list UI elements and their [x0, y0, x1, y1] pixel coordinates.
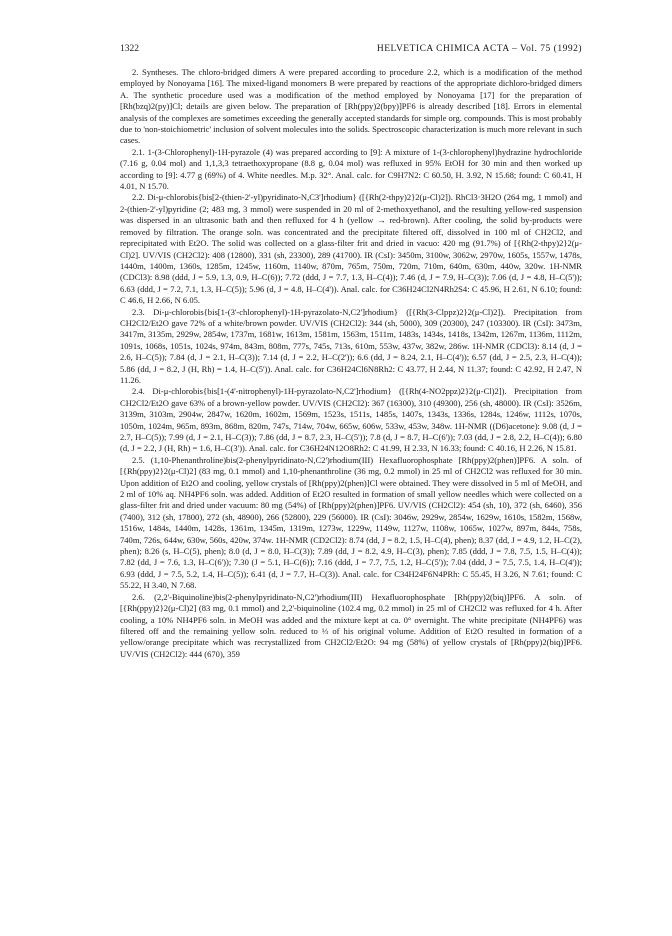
page-number: 1322	[120, 44, 139, 54]
paragraph-2-3: 2.3. Di-μ-chlorobis{bis[1-(3'-chlorophenyl)-1H-pyrazolato-N,C2']rhodium} ([{Rh(3-Clppz)2}2(μ-Cl)2]). Precipitation from CH2Cl2/Et2O gave 72% of a white/brown powder. UV/VIS (CH2Cl2): 344 (sh, 5000), 309 (20300), 247 (103300). IR (CsI): 3473m, 3417m, 3135m, 2929w, 2854w, 1737m, 1681w, 1613m, 1581m, 1563m, 1511m, 1483s, 1434s, 1418s, 1342m, 1267m, 1136m, 1112m, 1091s, 1068s, 1051s, 1024s, 974m, 843m, 808m, 777s, 745s, 713s, 610m, 553w, 437w, 382w, 286w. 1H-NMR (CDCl3): 8.14 (d, J = 2.6, H–C(5)); 7.84 (d, J = 2.1, H–C(3)); 7.14 (d, J = 2.2, H–C(2')); 6.6 (dd, J = 8.24, 2.1, H–C(4')); 6.57 (dd, J = 2.5, 2.3, H–C(4)); 5.86 (dd, J = 8.2, J (H, Rh) = 1.4, H–C(5')). Anal. calc. for C36H24Cl6N8Rh2: C 43.77, H 2.44, N 11.37; found: C 42.92, H 2.47, N 11.26.	[120, 306, 582, 385]
body-text	[120, 67, 582, 660]
paragraph-2-1: 2.1. 1-(3-Chlorophenyl)-1H-pyrazole (4) was prepared according to [9]: A mixture of 1-(3-chlorophenyl)hydrazine hydrochloride (7.16 g, 0.04 mol) and 1,1,3,3 tetraethoxypropane (8.8 g, 0.04 mol) was refluxed in 95% EtOH for 30 min and then worked up according to [9]: 4.77 g (69%) of 4. White needles. M.p. 32°. Anal. calc. for C9H7N2: C 60.50, H. 3.92, N 15.68; found: C 60.41, H 4.01, N 15.70.	[120, 146, 582, 192]
paragraph-syntheses: 2. Syntheses. The chloro-bridged dimers A were prepared according to procedure 2.2, which is a modification of the method employed by Nonoyama [16]. The mixed-ligand monomers B were prepared by reactions of the appropriate dichloro-bridged dimers A. The synthetic procedure used was a modification of the method employed by Nonoyama [17] for the preparation of [Rh(bzq)2(py)]Cl; details are given below. The preparation of [Rh(ppy)2(bpy)]PF6 is already described [18]. Errors in elemental analysis of the complexes are sometimes exceeding the generally accepted standards for simple org. compounds. This is most probably due to 'non-stoichiometric' inclusion of solvent molecules into the solids. Spectroscopic characterization is much more relevant in such cases.	[120, 67, 582, 146]
running-header	[120, 43, 582, 55]
journal-title: HELVETICA CHIMICA ACTA – Vol. 75 (1992)	[376, 44, 582, 54]
paragraph-2-4: 2.4. Di-μ-chlorobis{bis[1-(4'-nitrophenyl)-1H-pyrazolato-N,C2']rhodium} ([{Rh(4-NO2ppz)2}2(μ-Cl)2]). Precipitation from CH2Cl2/Et2O gave 63% of a brown-yellow powder. UV/VIS (CH2Cl2): 367 (16300), 310 (49300), 256 (sh, 48000). IR (CsI): 3526m, 3139m, 3103m, 2904w, 2847w, 1620m, 1602m, 1569m, 1523s, 1511s, 1485s, 1407s, 1343s, 1336s, 1284s, 1246w, 1112s, 1070s, 1050m, 1024m, 965m, 893m, 868m, 820m, 747s, 714w, 704w, 665w, 606w, 533w, 453w, 348w. 1H-NMR ((D6)acetone): 9.08 (d, J = 2.7, H–C(5)); 7.99 (d, J = 2.1, H–C(3)); 7.86 (dd, J = 8.7, 2.3, H–C(5')); 7.8 (d, J = 8.7, H–C(6')); 7.03 (dd, J = 2.8, 2.2, H–C(4)); 6.80 (d, J = 2.2, J (H, Rh) = 1.6, H–C(3')). Anal. calc. for C36H24N12O8Rh2: C 41.99, H 2.33, N 16.33; found: C 40.16, H 2.26, N 15.81.	[120, 386, 582, 454]
paragraph-2-5: 2.5. (1,10-Phenanthroline)bis(2-phenylpyridinato-N,C2')rhodium(III) Hexafluorophosphate [Rh(ppy)2(phen)]PF6. A soln. of [{Rh(ppy)2}2(μ-Cl)2] (83 mg, 0.1 mmol) and 1,10-phenanthroline (36 mg, 0.2 mmol) in 25 ml of CH2Cl2 was refluxed for 30 min. Upon addition of Et2O and cooling, yellow crystals of [Rh(ppy)2(phen)]Cl were obtained. They were dissolved in 5 ml of MeOH, and 2 ml of 10% aq. NH4PF6 soln. was added. Addition of Et2O resulted in formation of small yellow needles which were collected on a glass-filter frit and dried under vacuum: 80 mg (54%) of [Rh(ppy)2(phen)]PF6. UV/VIS (CH2Cl2): 454 (sh, 10), 372 (sh, 6460), 356 (7400), 312 (sh, 17800), 272 (sh, 48900), 266 (52800), 229 (56000). IR (CsI): 3046w, 2929w, 2854w, 1629w, 1610s, 1582m, 1568w, 1516w, 1484s, 1440m, 1428s, 1361m, 1345m, 1319m, 1273w, 1229w, 1149w, 1127w, 1108w, 1065w, 1027w, 897m, 844s, 758s, 740m, 726s, 644w, 630w, 560s, 420w, 374w. 1H-NMR (CD2Cl2): 8.74 (dd, J = 8.2, 1.5, H–C(4), phen); 8.37 (dd, J = 4.9, 1.2, H–C(2), phen); 8.26 (s, H–C(5), phen); 8.0 (d, J = 8.0, H–C(3)); 7.89 (dd, J = 8.2, 4.9, H–C(3), phen); 7.85 (ddd, J = 7.8, 7.5, 1.5, H–C(4)); 7.82 (dd, J = 7.6, 1.3, H–C(6')); 7.30 (J = 5.1, H–C(6)); 7.16 (ddd, J = 7.7, 7.5, 1.2, H–C(5')); 7.04 (ddd, J = 7.5, 7.5, 1.4, H–C(4')); 6.93 (ddd, J = 7.5, 5.2, 1.4, H–C(5)); 6.41 (d, J = 7.7, H–C(3)). Anal. calc. for C34H24F6N4PRh: C 55.45, H 3.26, N 7.61; found: C 55.22, H 3.40, N 7.68.	[120, 454, 582, 591]
paragraph-2-6: 2.6. (2,2'-Biquinoline)bis(2-phenylpyridinato-N,C2')rhodium(III) Hexafluorophosphate [Rh(ppy)2(biq)]PF6. A soln. of [{Rh(ppy)2}2(μ-Cl)2] (83 mg, 0.1 mmol) and 2,2'-biquinoline (102.4 mg, 0.2 mmol) in 25 ml of CH2Cl2 was refluxed for 4 h. After cooling, a 10% NH4PF6 soln. in MeOH was added and the mixture kept at ca. 0° overnight. The white precipitate (NH4PF6) was filtered off and the remaining yellow soln. reduced to ⅓ of his original volume. Addition of Et2O resulted in formation of a yellow/orange precipitate which was recrystallized from CH2Cl2/Et2O: 94 mg (58%) of yellow crystals of [Rh(ppy)2(biq)]PF6. UV/VIS (CH2Cl2): 444 (670), 359	[120, 591, 582, 659]
paragraph-2-2: 2.2. Di-μ-chlorobis{bis[2-(thien-2'-yl)pyridinato-N,C3']rhodium} ([{Rh(2-thpy)2}2(μ-Cl)2]). RhCl3·3H2O (264 mg, 1 mmol) and 2-(thien-2'-yl)pyridine (2; 483 mg, 3 mmol) were suspended in 20 ml of 2-methoxyethanol, and the resulting yellow-red suspension was dispersed in an ultrasonic bath and then refluxed for 4 h (yellow → red-brown). After cooling, the solid by-products were removed by filtration. The orange soln. was concentrated and the precipitate filtered off, dissolved in 100 ml of CH2Cl2, and reprecipitated with Et2O. The solid was collected on a glass-filter frit and dried in vacuo: 420 mg (91.7%) of [{Rh(2-thpy)2}2(μ-Cl)2]. UV/VIS (CH2Cl2): 408 (12800), 331 (sh, 23300), 289 (41700). IR (CsI): 3450m, 3100w, 3062w, 2970w, 1605s, 1557w, 1478s, 1440m, 1400m, 1360s, 1285m, 1245w, 1160m, 1140w, 870m, 765m, 750m, 720m, 710m, 640m, 630m, 440w, 320w. 1H-NMR (CDCl3): 8.98 (ddd, J = 5.9, 1.3, 0.9, H–C(6)); 7.72 (ddd, J = 7.7, 1.3, H–C(4)); 7.46 (d, J = 7.9, H–C(3)); 7.06 (d, J = 4.8, H–C(5')); 6.63 (ddd, J = 7.2, 7.1, 1.3, H–C(5)); 5.96 (d, J = 4.8, H–C(4')). Anal. calc. for C36H24Cl2N4Rh2S4: C 45.96, H 2.61, N 6.10; found: C 46.6, H 2.66, N 6.05.	[120, 192, 582, 306]
